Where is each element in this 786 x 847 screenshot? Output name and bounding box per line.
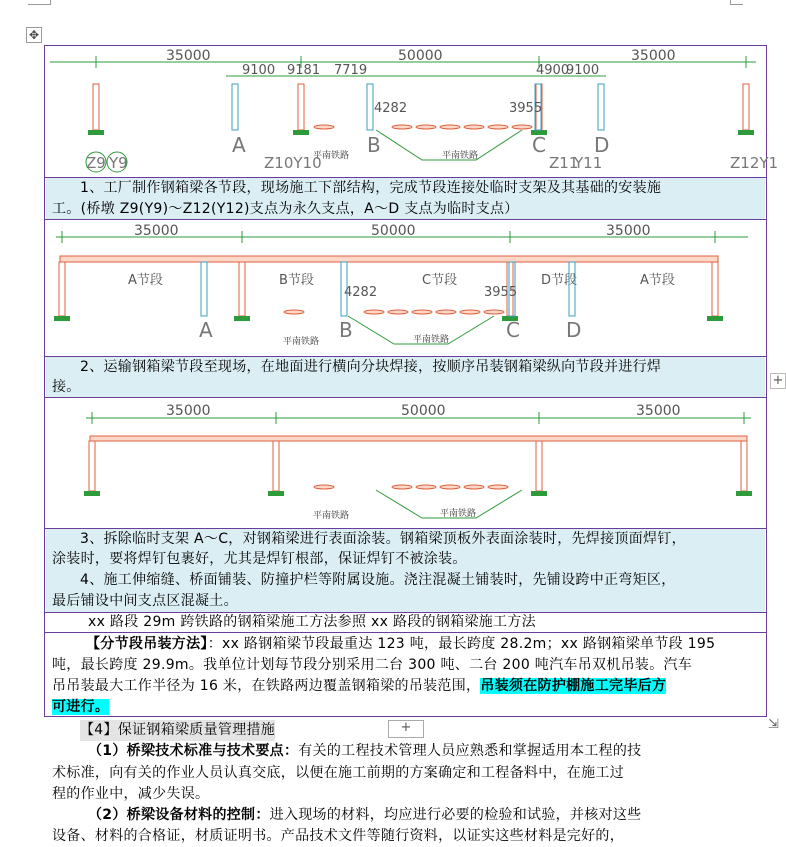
p1-title: （1）桥梁技术标准与技术要点： — [88, 743, 299, 759]
small-dim: 4282 — [374, 101, 408, 116]
support-label: B — [367, 133, 381, 157]
page-top-edge-right — [730, 0, 743, 5]
method-line3 — [52, 676, 666, 697]
small-dim: 3955 — [484, 285, 518, 300]
method-highlight: 吊装须在防护棚施工完毕后方 — [480, 678, 667, 694]
span-dim: 50000 — [398, 48, 443, 64]
segment-label: B节段 — [279, 273, 314, 288]
method-line1 — [86, 634, 715, 655]
pier-label: Z10Y10 — [264, 154, 322, 172]
span-dim: 35000 — [631, 48, 676, 64]
section4-p1-line2: 术标准，向有关的作业人员认真交底，以便在施工前期的方案确定和工程备料中，在施工过 — [52, 765, 624, 781]
support-label: D — [594, 133, 610, 157]
ground-label: 平南铁路 — [440, 509, 477, 519]
sub-dim: 9100 — [242, 63, 276, 78]
caption1-line2: 工。(桥墩 Z9(Y9)～Z12(Y12)支点为永久支点，A～D 支点为临时支点） — [52, 201, 519, 217]
segment-label: A节段 — [128, 273, 163, 288]
bridge-diagram-2 — [46, 220, 765, 356]
section4-p2-line1 — [88, 805, 641, 826]
support-label: C — [532, 133, 546, 157]
pier-label: Y11 — [574, 154, 603, 172]
section4-p1-line1 — [88, 741, 641, 762]
ground-label: 平南铁路 — [442, 151, 479, 161]
section4-p2-line2: 设备、材料的合格证，材质证明书。产品技术文件等随行资料，以证实这些材料是完好的， — [52, 828, 624, 844]
support-label: A — [232, 133, 246, 157]
section4-p1-line3: 程的作业中，减少失误。 — [52, 786, 210, 802]
caption3-line2: 涂装时，要将焊钉包裹好，尤其是焊钉根部，保证焊钉不被涂装。 — [52, 551, 467, 567]
sub-dim: 9181 — [287, 63, 321, 78]
bridge-diagram-3 — [46, 398, 765, 528]
p2-title: （2）桥梁设备材料的控制： — [88, 807, 270, 823]
method-highlight: 可进行。 — [52, 699, 110, 715]
table-resize-handle-icon[interactable]: ⇲ — [768, 717, 779, 732]
support-label: D — [566, 318, 582, 342]
caption2-line1: 2、运输钢箱梁节段至现场，在地面进行横向分块焊接，按顺序吊装钢箱梁纵向节段并进行焊 — [80, 359, 662, 375]
caption3-line3: 4、施工伸缩缝、桥面铺装、防撞护栏等附属设施。浇注混凝土铺装时，先铺设跨中正弯矩区， — [80, 572, 676, 588]
add-row-button[interactable]: + — [388, 720, 424, 738]
sub-dim: 7719 — [334, 63, 368, 78]
caption3-line1: 3、拆除临时支架 A～C，对钢箱梁进行表面涂装。钢箱梁顶板外表面涂装时，先焊接顶面焊钉， — [80, 531, 686, 547]
span-dim: 50000 — [371, 223, 416, 239]
p1-text: 有关的工程技术管理人员应熟悉和掌握适用本工程的技 — [298, 743, 642, 759]
bridge-diagram-1 — [46, 46, 779, 177]
pier-label: Z11 — [549, 154, 579, 172]
section4-heading — [80, 720, 275, 741]
p2-text: 进入现场的材料，均应进行必要的检验和试验，并核对这些 — [269, 807, 642, 823]
pier-label: Y9 — [109, 154, 128, 172]
sub-dim: 9100 — [566, 63, 600, 78]
span-dim: 35000 — [134, 223, 179, 239]
pier-label: Z9 — [86, 154, 106, 172]
ground-label: 平南铁路 — [313, 511, 350, 521]
support-label: A — [199, 318, 213, 342]
caption2-line2: 接。 — [52, 379, 81, 395]
segment-label: A节段 — [640, 273, 675, 288]
caption3-line4: 最后铺设中间支点区混凝土。 — [52, 593, 238, 609]
span-dim: 35000 — [166, 48, 211, 64]
segment-label: C节段 — [422, 273, 458, 288]
add-column-button[interactable]: + — [770, 373, 786, 389]
span-dim: 50000 — [401, 403, 446, 419]
caption1-line1: 1、工厂制作钢箱梁各节段，现场施工下部结构，完成节段连接处临时支架及其基础的安装施 — [80, 180, 662, 196]
pier-label: Z12Y1 — [730, 154, 779, 172]
method-line4 — [52, 697, 109, 718]
small-dim: 3955 — [509, 101, 543, 116]
ground-label: 平南铁路 — [283, 337, 320, 347]
support-label: B — [339, 318, 353, 342]
span-dim: 35000 — [636, 403, 681, 419]
segment-label: D节段 — [541, 273, 578, 288]
small-dim: 4282 — [344, 285, 378, 300]
ground-label: 平南铁路 — [413, 335, 450, 345]
method-line2: 吨，最长跨度 29.9m。我单位计划每节段分别采用二台 300 吨、二台 200 吨汽车吊双机吊装。汽车 — [52, 657, 693, 673]
method-line1-text: ：xx 路钢箱梁节段最重达 123 吨，最长跨度 28.2m；xx 路钢箱梁单节段 195 — [207, 636, 716, 652]
section4-heading-text: 【4】保证钢箱梁质量管理措施 — [80, 722, 276, 738]
sub-dim: 4900 — [536, 63, 570, 78]
span-dim: 35000 — [606, 223, 651, 239]
ground-label: 平南铁路 — [313, 151, 350, 161]
page-top-edge — [28, 0, 51, 5]
reference-text: xx 路段 29m 跨铁路的钢箱梁施工方法参照 xx 路段的钢箱梁施工方法 — [88, 614, 536, 630]
method-line3-text: 吊吊装最大工作半径为 16 米，在铁路两边覆盖钢箱梁的吊装范围， — [52, 678, 481, 694]
support-label: C — [506, 318, 520, 342]
method-heading: 【分节段吊装方法】 — [86, 636, 208, 652]
table-move-handle-icon[interactable]: ✥ — [26, 27, 42, 43]
span-dim: 35000 — [166, 403, 211, 419]
